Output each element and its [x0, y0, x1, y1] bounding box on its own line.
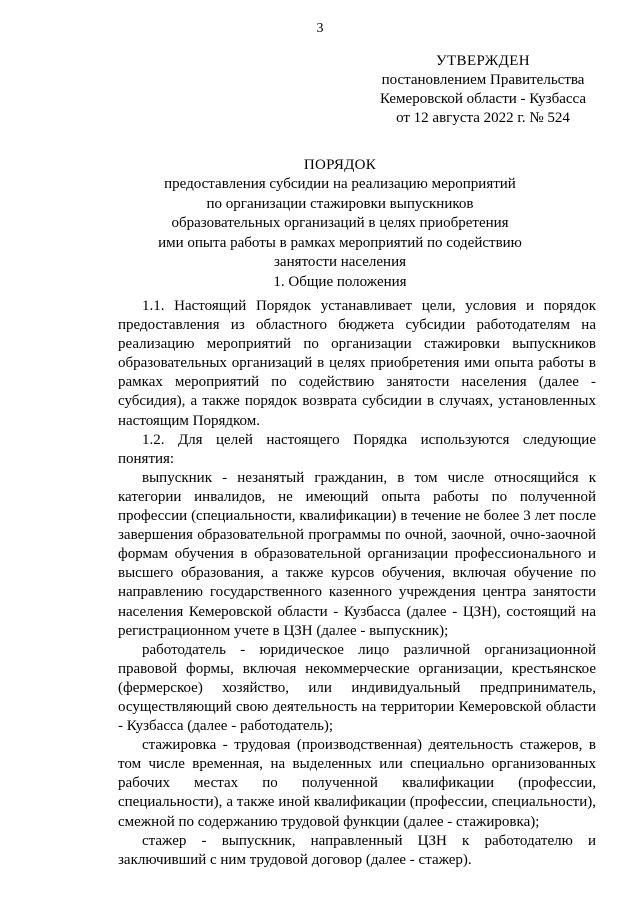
subtitle-line-4: ими опыта работы в рамках мероприятий по содействию	[158, 234, 522, 251]
subtitle-line-5: занятости населения	[273, 254, 406, 270]
approval-line-3: от 12 августа 2022 г. № 524	[396, 110, 570, 126]
subtitle-line-2: по организации стажировки выпускников	[206, 195, 474, 212]
approval-line-1: постановлением Правительства	[381, 72, 585, 88]
approval-heading: УТВЕРЖДЕН	[435, 53, 531, 69]
page-number: 3	[316, 21, 324, 36]
subtitle-line-3: образовательных организаций в целях приобретения	[171, 215, 509, 231]
section-heading: 1. Общие положения	[273, 274, 407, 290]
body-text	[118, 297, 596, 870]
definition-internship: стажировка - трудовая (производственная) деятельность стажеров, в том числе временная, на выделенных или специально организованных рабочих местах по полученной квалификации (профессии, специальности), а также иной квалификации (профессии, специальности), смежной по содержанию трудовой функции (далее - стажировка);	[118, 737, 596, 830]
definition-graduate: выпускник - незанятый гражданин, в том числе относящийся к категории инвалидов, не имеющий опыта работы по полученной профессии (специальности, квалификации) в течение не более 3 лет после завершения образовательной программы по очной, заочной, очно-заочной формам обучения в образовательной организации профессионального и высшего образования, а также курсов обучения, включая обучение по направлению государственного казенного учреждения центра занятости населения Кемеровской области - Кузбасса (далее - ЦЗН), состоящий на регистрационном учете в ЦЗН (далее - выпускник);	[118, 469, 596, 639]
definition-employer: работодатель - юридическое лицо различной организационной правовой формы, включая некоммерческие организации, крестьянское (фермерское) хозяйство, или индивидуальный предприниматель, осуществляющий свою деятельность на территории Кемеровской области - Кузбасса (далее - работодатель);	[118, 641, 596, 735]
paragraph-1-1: 1.1. Настоящий Порядок устанавливает цели, условия и порядок предоставления из областного бюджета субсидии работодателям на реализацию мероприятий по организации стажировки выпускников образовательных организаций в целях приобретения ими опыта работы в рамках мероприятий по содействию занятости населения (далее - субсидия), а также порядок возврата субсидии в случаях, установленных настоящим Порядком.	[118, 298, 596, 429]
approval-line-2: Кемеровской области - Кузбасса	[379, 91, 587, 107]
definition-intern: стажер - выпускник, направленный ЦЗН к работодателю и заключивший с ним трудовой договор (далее - стажер).	[118, 832, 596, 868]
paragraph-1-2: 1.2. Для целей настоящего Порядка используются следующие понятия:	[118, 431, 596, 467]
subtitle-line-1: предоставления субсидии на реализацию мероприятий	[164, 176, 516, 192]
approval-stamp	[340, 52, 626, 128]
document-title: ПОРЯДОК	[303, 157, 377, 173]
document-subtitle	[90, 175, 590, 273]
